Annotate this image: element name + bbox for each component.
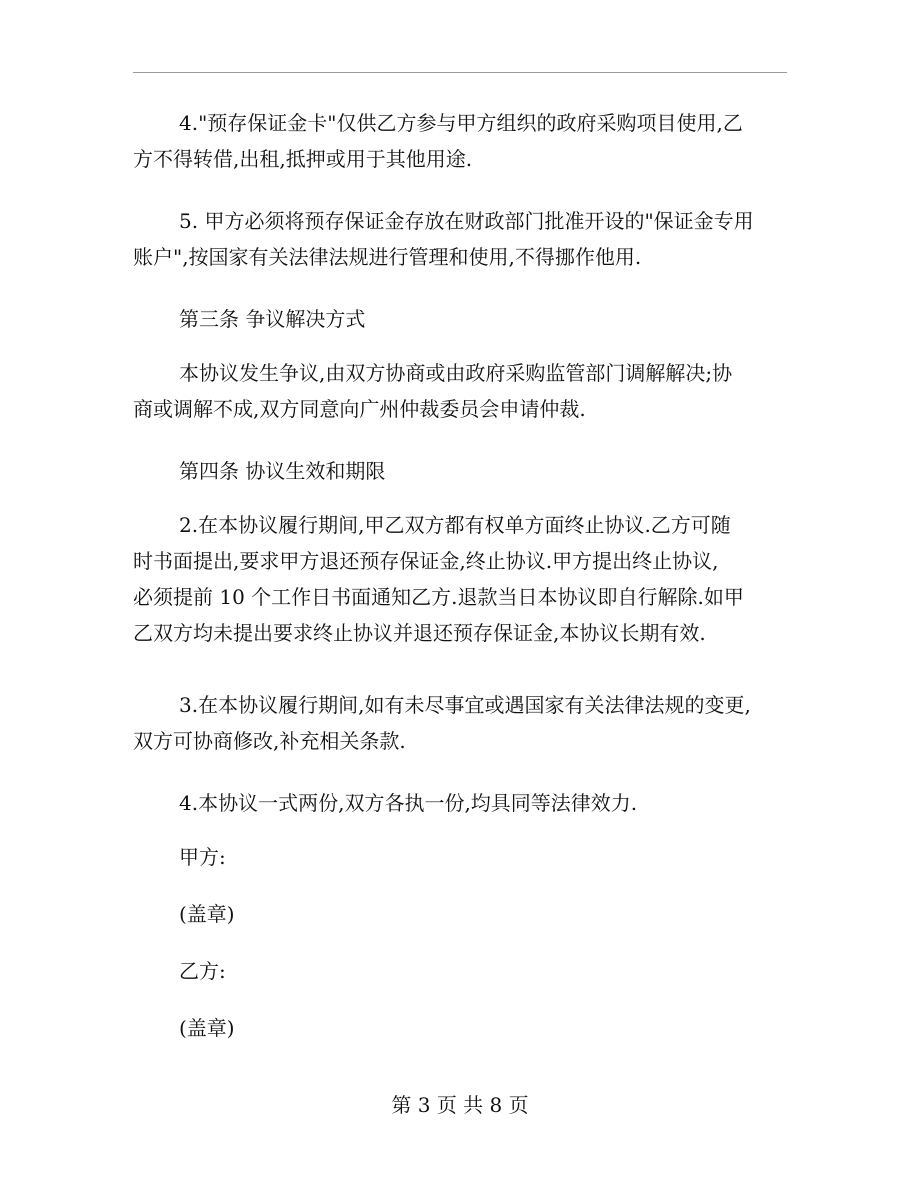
page-number: 第 3 页 共 8 页	[391, 1093, 529, 1117]
article-4-item-2	[133, 507, 793, 651]
article-3-body	[133, 355, 793, 427]
article-4-item-4	[133, 785, 793, 821]
section-heading: 第四条 协议生效和期限	[179, 459, 386, 483]
text-line: 4.本协议一式两份,双方各执一份,均具同等法律效力.	[179, 791, 638, 815]
clause-4-prepaid-card	[133, 105, 793, 177]
header-rule	[133, 72, 787, 73]
signature-label: 甲方:	[179, 845, 226, 869]
clause-5-special-account	[133, 203, 793, 275]
article-4-heading	[133, 453, 793, 489]
text-line: 双方可协商修改,补充相关条款.	[133, 729, 406, 753]
text-line: 本协议发生争议,由双方协商或由政府采购监管部门调解解决;协	[179, 361, 733, 385]
party-a-seal	[133, 896, 793, 932]
party-a-label	[133, 839, 793, 875]
text-line: 账户",按国家有关法律法规进行管理和使用,不得挪作他用.	[133, 245, 642, 269]
text-line: 乙双方均未提出要求终止协议并退还预存保证金,本协议长期有效.	[133, 621, 706, 645]
party-b-seal	[133, 1010, 793, 1046]
section-heading: 第三条 争议解决方式	[179, 307, 366, 331]
text-line: 3.在本协议履行期间,如有未尽事宜或遇国家有关法律法规的变更,	[179, 693, 751, 717]
text-line: 商或调解不成,双方同意向广州仲裁委员会申请仲裁.	[133, 397, 586, 421]
text-line: 4."预存保证金卡"仅供乙方参与甲方组织的政府采购项目使用,乙	[179, 111, 743, 135]
text-line: 必须提前 10 个工作日书面通知乙方.退款当日本协议即自行解除.如甲	[133, 585, 744, 609]
party-b-label	[133, 953, 793, 989]
text-line: 方不得转借,出租,抵押或用于其他用途.	[133, 147, 473, 171]
article-3-heading	[133, 301, 793, 337]
seal-placeholder: (盖章)	[179, 902, 235, 926]
text-line: 2.在本协议履行期间,甲乙双方都有权单方面终止协议.乙方可随	[179, 513, 731, 537]
article-4-item-3	[133, 687, 793, 759]
text-line: 时书面提出,要求甲方退还预存保证金,终止协议.甲方提出终止协议,	[133, 549, 719, 573]
signature-label: 乙方:	[179, 959, 226, 983]
text-line: 5. 甲方必须将预存保证金存放在财政部门批准开设的"保证金专用	[179, 209, 754, 233]
seal-placeholder: (盖章)	[179, 1016, 235, 1040]
